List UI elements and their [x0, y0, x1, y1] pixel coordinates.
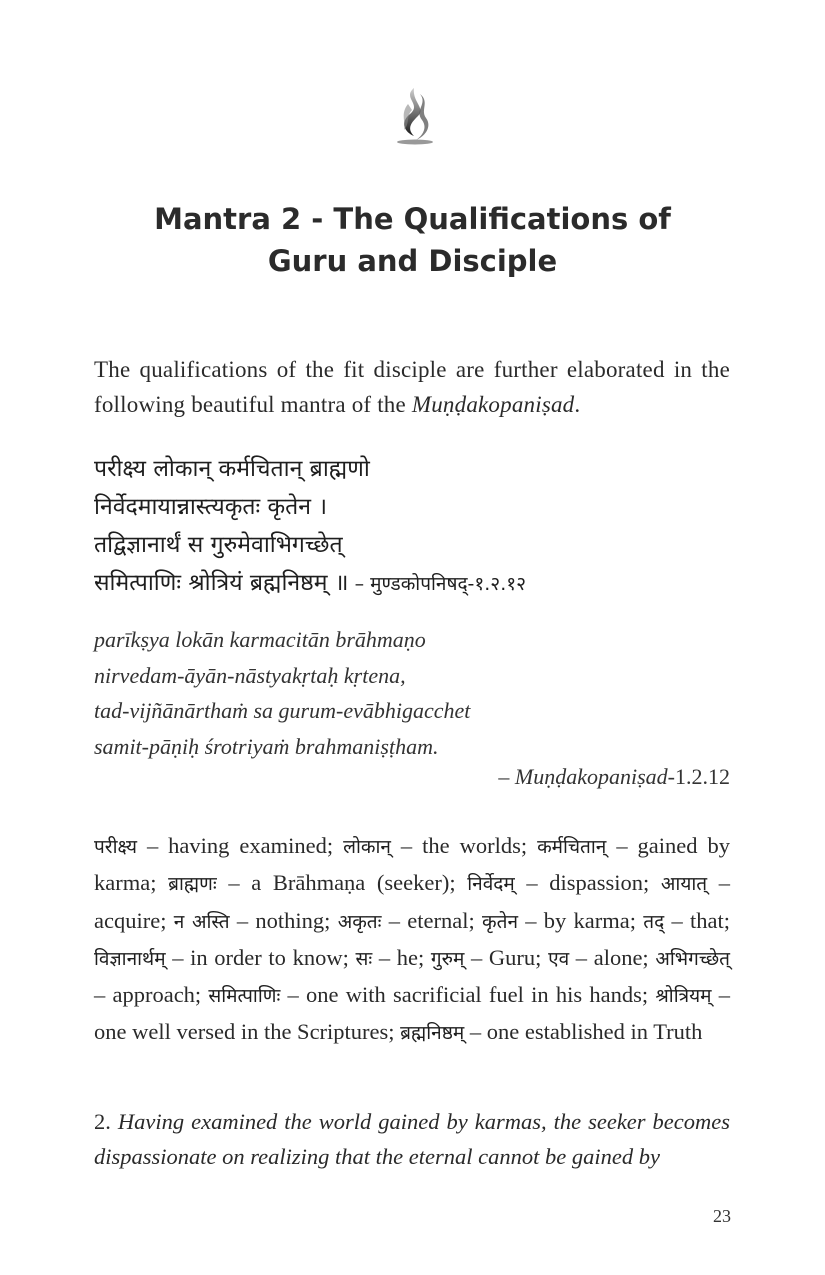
gloss-meaning: – in order to know;	[165, 944, 356, 970]
gloss-meaning: – Guru;	[464, 944, 549, 970]
gloss-term: परीक्ष्य	[94, 836, 137, 858]
gloss-term: विज्ञानार्थम्	[94, 947, 166, 970]
verse-reference	[498, 764, 730, 790]
gloss-meaning: – that;	[664, 907, 730, 933]
ref-source: Muṇḍakopaniṣad	[514, 764, 668, 789]
gloss-meaning: – the worlds;	[390, 833, 538, 858]
ref-number: -1.2.12	[667, 764, 730, 789]
gloss-meaning: – one established in Truth	[464, 1019, 703, 1045]
gloss-meaning: – gained by karma;	[94, 833, 730, 896]
transliteration	[94, 622, 730, 764]
gloss-meaning: – he;	[372, 944, 431, 970]
translit-line-3: tad-vijñānārthaṁ sa gurum-evābhigacchet	[94, 698, 471, 723]
intro-text: The qualifications of the fit disciple are further elaborated in the following beautiful mantra of the	[94, 357, 730, 417]
gloss-term: समित्पाणिः	[208, 985, 281, 1008]
gloss-term: कर्मचितान्	[537, 836, 607, 858]
gloss-term: न अस्ति	[173, 910, 230, 933]
verse-line-4	[94, 564, 744, 603]
gloss-term: एव	[548, 947, 570, 970]
gloss-term: ब्राह्मणः	[168, 873, 217, 896]
page-number: 23	[713, 1206, 731, 1226]
chapter-title-line-1: Mantra 2 - The Qualifications of	[154, 202, 671, 236]
intro-source: Muṇḍakopaniṣad	[411, 392, 575, 417]
gloss-meaning: – a Brāhmaṇa (seeker);	[216, 870, 468, 896]
gloss-meaning: – alone;	[569, 944, 656, 970]
translit-line-4: samit-pāṇiḥ śrotriyaṁ brahmaniṣṭham.	[94, 733, 439, 759]
translation-number: 2.	[94, 1109, 118, 1134]
gloss-meaning: – by karma;	[517, 907, 644, 933]
gloss-meaning: – eternal;	[381, 907, 483, 933]
gloss-meaning: – approach;	[94, 982, 209, 1008]
gloss-term: श्रोत्रियम्	[655, 985, 712, 1008]
chapter-title-line-2: Guru and Disciple	[267, 244, 558, 278]
gloss-term: अकृतः	[337, 910, 382, 933]
translit-line-1: parīkṣya lokān karmacitān brāhmaṇo	[94, 627, 426, 652]
gloss-meaning: – one with sacrificial fuel in his hands;	[280, 982, 656, 1008]
verse-line-3: तद्विज्ञानार्थं स गुरुमेवाभिगच्छेत्	[94, 532, 343, 558]
intro-paragraph	[94, 352, 730, 422]
gloss-term: कृतेन	[482, 910, 518, 933]
gloss-meaning: – acquire;	[94, 870, 731, 933]
gloss-meaning: – one well versed in the Scriptures;	[94, 982, 730, 1045]
chapter-title	[0, 198, 825, 282]
gloss-term: सः	[355, 947, 373, 970]
verse-line-4-text: समित्पाणिः श्रोत्रियं ब्रह्मनिष्ठम् ॥	[94, 570, 349, 596]
gloss-term: गुरुम्	[430, 947, 465, 970]
translation-text: Having examined the world gained by karmas, the seeker becomes dispassionate on realizing that the eternal cannot be gained by	[94, 1109, 730, 1169]
gloss-meaning: – having examined;	[136, 833, 344, 858]
gloss-term: आयात्	[660, 873, 708, 896]
gloss-meaning: – nothing;	[229, 907, 338, 933]
translit-line-2: nirvedam-āyān-nāstyakṛtaḥ kṛtena,	[94, 662, 406, 688]
word-meanings	[94, 828, 730, 1052]
gloss-term: ब्रह्मनिष्ठम्	[400, 1022, 465, 1045]
verse-line-2: निर्वेदमायान्नास्त्यकृतः कृतेन ।	[94, 494, 328, 520]
ref-dash: –	[498, 764, 515, 789]
gloss-term: तद्	[643, 910, 665, 933]
gloss-term: अभिगच्छेत्	[655, 947, 730, 970]
verse-line-1: परीक्ष्य लोकान् कर्मचितान् ब्राह्मणो	[94, 456, 370, 482]
gloss-meaning: – dispassion;	[514, 870, 661, 896]
sanskrit-verse	[94, 450, 744, 603]
intro-end: .	[574, 392, 581, 417]
verse-source: – मुण्डकोपनिषद्-१.२.१२	[348, 573, 526, 595]
translation-paragraph	[94, 1104, 730, 1174]
flame-swirl-ornament-icon	[392, 86, 438, 146]
gloss-term: निर्वेदम्	[467, 873, 515, 896]
gloss-term: लोकान्	[343, 836, 391, 858]
